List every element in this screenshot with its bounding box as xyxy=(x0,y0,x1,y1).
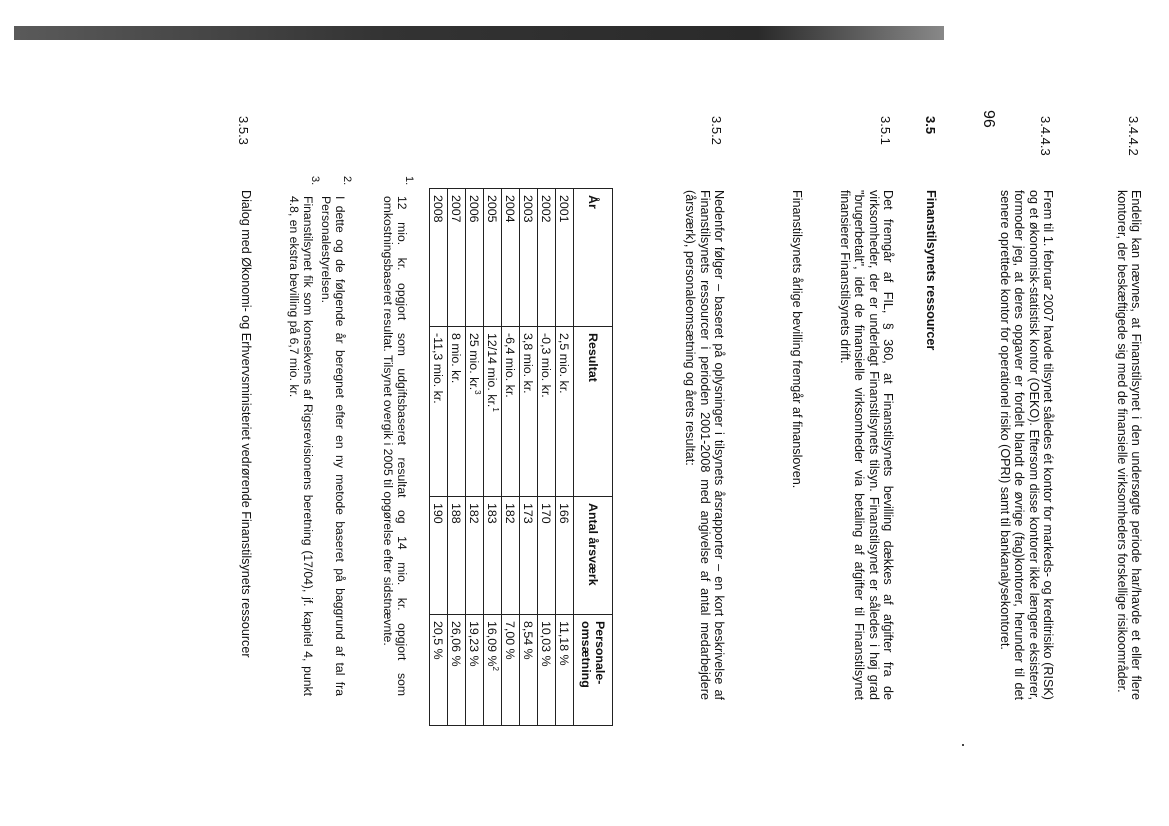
header-year: År xyxy=(574,189,613,327)
cell-year xyxy=(484,189,502,327)
cell-year-text: 2003 xyxy=(521,195,536,223)
cell-result xyxy=(502,327,520,497)
cell-turnover xyxy=(448,615,466,726)
cell-turnover-text: 8,54 % xyxy=(521,621,536,660)
cell-year-text: 2008 xyxy=(431,195,446,223)
footnote-ref: 3 xyxy=(473,390,483,395)
cell-year xyxy=(520,189,538,327)
footnote-ref: 1 xyxy=(491,407,501,412)
resources-table xyxy=(429,188,613,726)
cell-result-text: -0,3 mio. kr. xyxy=(539,333,554,398)
table-row xyxy=(466,189,484,726)
table-row xyxy=(430,189,448,726)
section-number: 3.5 xyxy=(923,116,938,135)
section-heading: Finanstilsynets ressourcer xyxy=(924,190,938,351)
cell-result-text: 12/14 mio. kr. xyxy=(485,333,500,408)
table-row xyxy=(502,189,520,726)
table-row xyxy=(520,189,538,726)
cell-fte-text: 170 xyxy=(539,503,554,524)
header-turnover-line2: omsætning xyxy=(579,621,593,688)
cell-result-text: 2,5 mio. kr. xyxy=(557,333,572,394)
cell-turnover xyxy=(502,615,520,726)
cell-year-text: 2007 xyxy=(449,195,464,223)
page-number: 96 xyxy=(980,110,997,128)
table-row xyxy=(448,189,466,726)
cell-fte-text: 166 xyxy=(557,503,572,524)
cell-year-text: 2006 xyxy=(467,195,482,223)
cell-year-text: 2005 xyxy=(485,195,500,223)
cell-turnover-text: 16,09 % xyxy=(485,621,500,667)
header-turnover-line1: Personale- xyxy=(593,621,607,685)
cell-fte-text: 190 xyxy=(431,503,446,524)
table-header-row xyxy=(574,189,613,726)
cell-result xyxy=(520,327,538,497)
cell-year-text: 2002 xyxy=(539,195,554,223)
cell-result xyxy=(430,327,448,497)
cell-year-text: 2001 xyxy=(557,195,572,223)
paragraph: Frem til 1. februar 2007 havde tilsynet således ét kontor for markeds- og kreditrisiko (RISK) og et økonomisk-statistisk kontor (OEKO). Eftersom disse kontorer ikke længere eksisterer, formoder jeg, at deres opgaver er fordelt blandt de øvrige (fag)kontorer, herunder til det senere oprettede kontor for operationel risiko (OPRI) samt til bankanalysekontoret. xyxy=(997,190,1055,700)
section-number: 3.5.3 xyxy=(236,116,251,145)
table-row xyxy=(556,189,574,726)
table-row xyxy=(538,189,556,726)
cell-fte-text: 182 xyxy=(467,503,482,524)
cell-result xyxy=(538,327,556,497)
cell-turnover-text: 7,00 % xyxy=(503,621,518,660)
cell-result xyxy=(448,327,466,497)
cell-year xyxy=(448,189,466,327)
footnote-number: 3. xyxy=(309,176,321,186)
cell-turnover-text: 11,18 % xyxy=(557,621,572,666)
section-number: 3.5.1 xyxy=(878,116,893,145)
footnote-number: 1. xyxy=(403,176,415,186)
cell-fte xyxy=(466,497,484,615)
paragraph: Nedenfor følger – baseret på oplysninger i tilsynets årsrapporter – en kort beskrivelse af Finanstilsynets ressourcer i perioden 2001-2008 med angivelse af antal medarbejdere (årsværk), personaleomsætning og årets resultat: xyxy=(683,190,726,700)
cell-year xyxy=(430,189,448,327)
footnote-number: 2. xyxy=(341,176,353,186)
cell-turnover-text: 20,5 % xyxy=(431,621,446,660)
cell-fte-text: 182 xyxy=(503,503,518,524)
cell-turnover xyxy=(538,615,556,726)
paragraph: Dialog med Økonomi- og Erhvervsministeriet vedrørende Finanstilsynets ressourcer xyxy=(239,190,253,658)
cell-result-text: 8 mio. kr. xyxy=(449,333,464,384)
cell-result-text: 25 mio. kr. xyxy=(467,333,482,391)
cell-year xyxy=(538,189,556,327)
cell-fte xyxy=(448,497,466,615)
footnote-ref: 2 xyxy=(491,666,501,671)
cell-fte xyxy=(502,497,520,615)
cell-fte xyxy=(430,497,448,615)
cell-year xyxy=(556,189,574,327)
cell-fte xyxy=(520,497,538,615)
cell-result-text: 3,8 mio. kr. xyxy=(521,333,536,394)
section-number: 3.4.4.2 xyxy=(1126,116,1141,156)
cell-turnover xyxy=(466,615,484,726)
cell-fte xyxy=(538,497,556,615)
paragraph: Det fremgår af FIL, § 360, at Finanstilsynets bevilling dækkes af afgifter fra de virksomheder, der er underlagt Finanstilsynets tilsyn. Finanstilsynet er således i høj grad "brugerbetalt", idet de finansielle virksomheder via betaling af afgifter til Finanstilsynet finansierer Finanstilsynets drift. xyxy=(837,190,895,700)
footnote-text: I dette og de følgende år beregnet efter en ny metode baseret på baggrund af tal fra Personalestyrelsen. xyxy=(318,196,347,696)
cell-year xyxy=(466,189,484,327)
cell-fte xyxy=(484,497,502,615)
header-turnover xyxy=(574,615,613,726)
cell-turnover-text: 19,23 % xyxy=(467,621,482,667)
cell-turnover xyxy=(556,615,574,726)
cell-year xyxy=(502,189,520,327)
cell-fte-text: 183 xyxy=(485,503,500,524)
header-result: Resultat xyxy=(574,327,613,497)
footnote-text: Finanstilsynet fik som konsekvens af Rigsrevisionens beretning (17/04), jf. kapitel 4, punkt 4.8, en ekstra bevilling på 6,7 mio. kr. xyxy=(286,196,315,696)
section-number: 3.5.2 xyxy=(709,116,724,145)
header-fte: Antal årsværk xyxy=(574,497,613,615)
cell-turnover xyxy=(520,615,538,726)
cell-fte-text: 173 xyxy=(521,503,536,524)
cell-result xyxy=(466,327,484,497)
table-row xyxy=(484,189,502,726)
cell-result-text: -6,4 mio. kr. xyxy=(503,333,518,398)
cell-result xyxy=(556,327,574,497)
section-number: 3.4.4.3 xyxy=(1038,116,1053,156)
cell-turnover-text: 26,06 % xyxy=(449,621,464,667)
paragraph: Finanstilsynets årlige bevilling fremgår af finansloven. xyxy=(790,190,804,489)
cell-fte-text: 188 xyxy=(449,503,464,524)
cell-fte xyxy=(556,497,574,615)
paragraph: Endelig kan nævnes, at Finanstilsynet i den undersøgte periode har/havde et eller flere kontorer, der beskæftigede sig med de finansielle virksomheders forskellige risikoområder. xyxy=(1114,190,1143,700)
cell-turnover xyxy=(430,615,448,726)
cell-result xyxy=(484,327,502,497)
cell-result-text: -11,3 mio. kr. xyxy=(431,333,446,404)
cell-year-text: 2004 xyxy=(503,195,518,223)
cell-turnover xyxy=(484,615,502,726)
footnote-text: 12 mio. kr. opgjort som udgiftsbaseret resultat og 14 mio. kr. opgjort som omkostningsbaseret resultat. Tilsynet overgik i 2005 til opgørelse efter sidstnævnte. xyxy=(380,196,409,696)
cell-turnover-text: 10,03 % xyxy=(539,621,554,667)
